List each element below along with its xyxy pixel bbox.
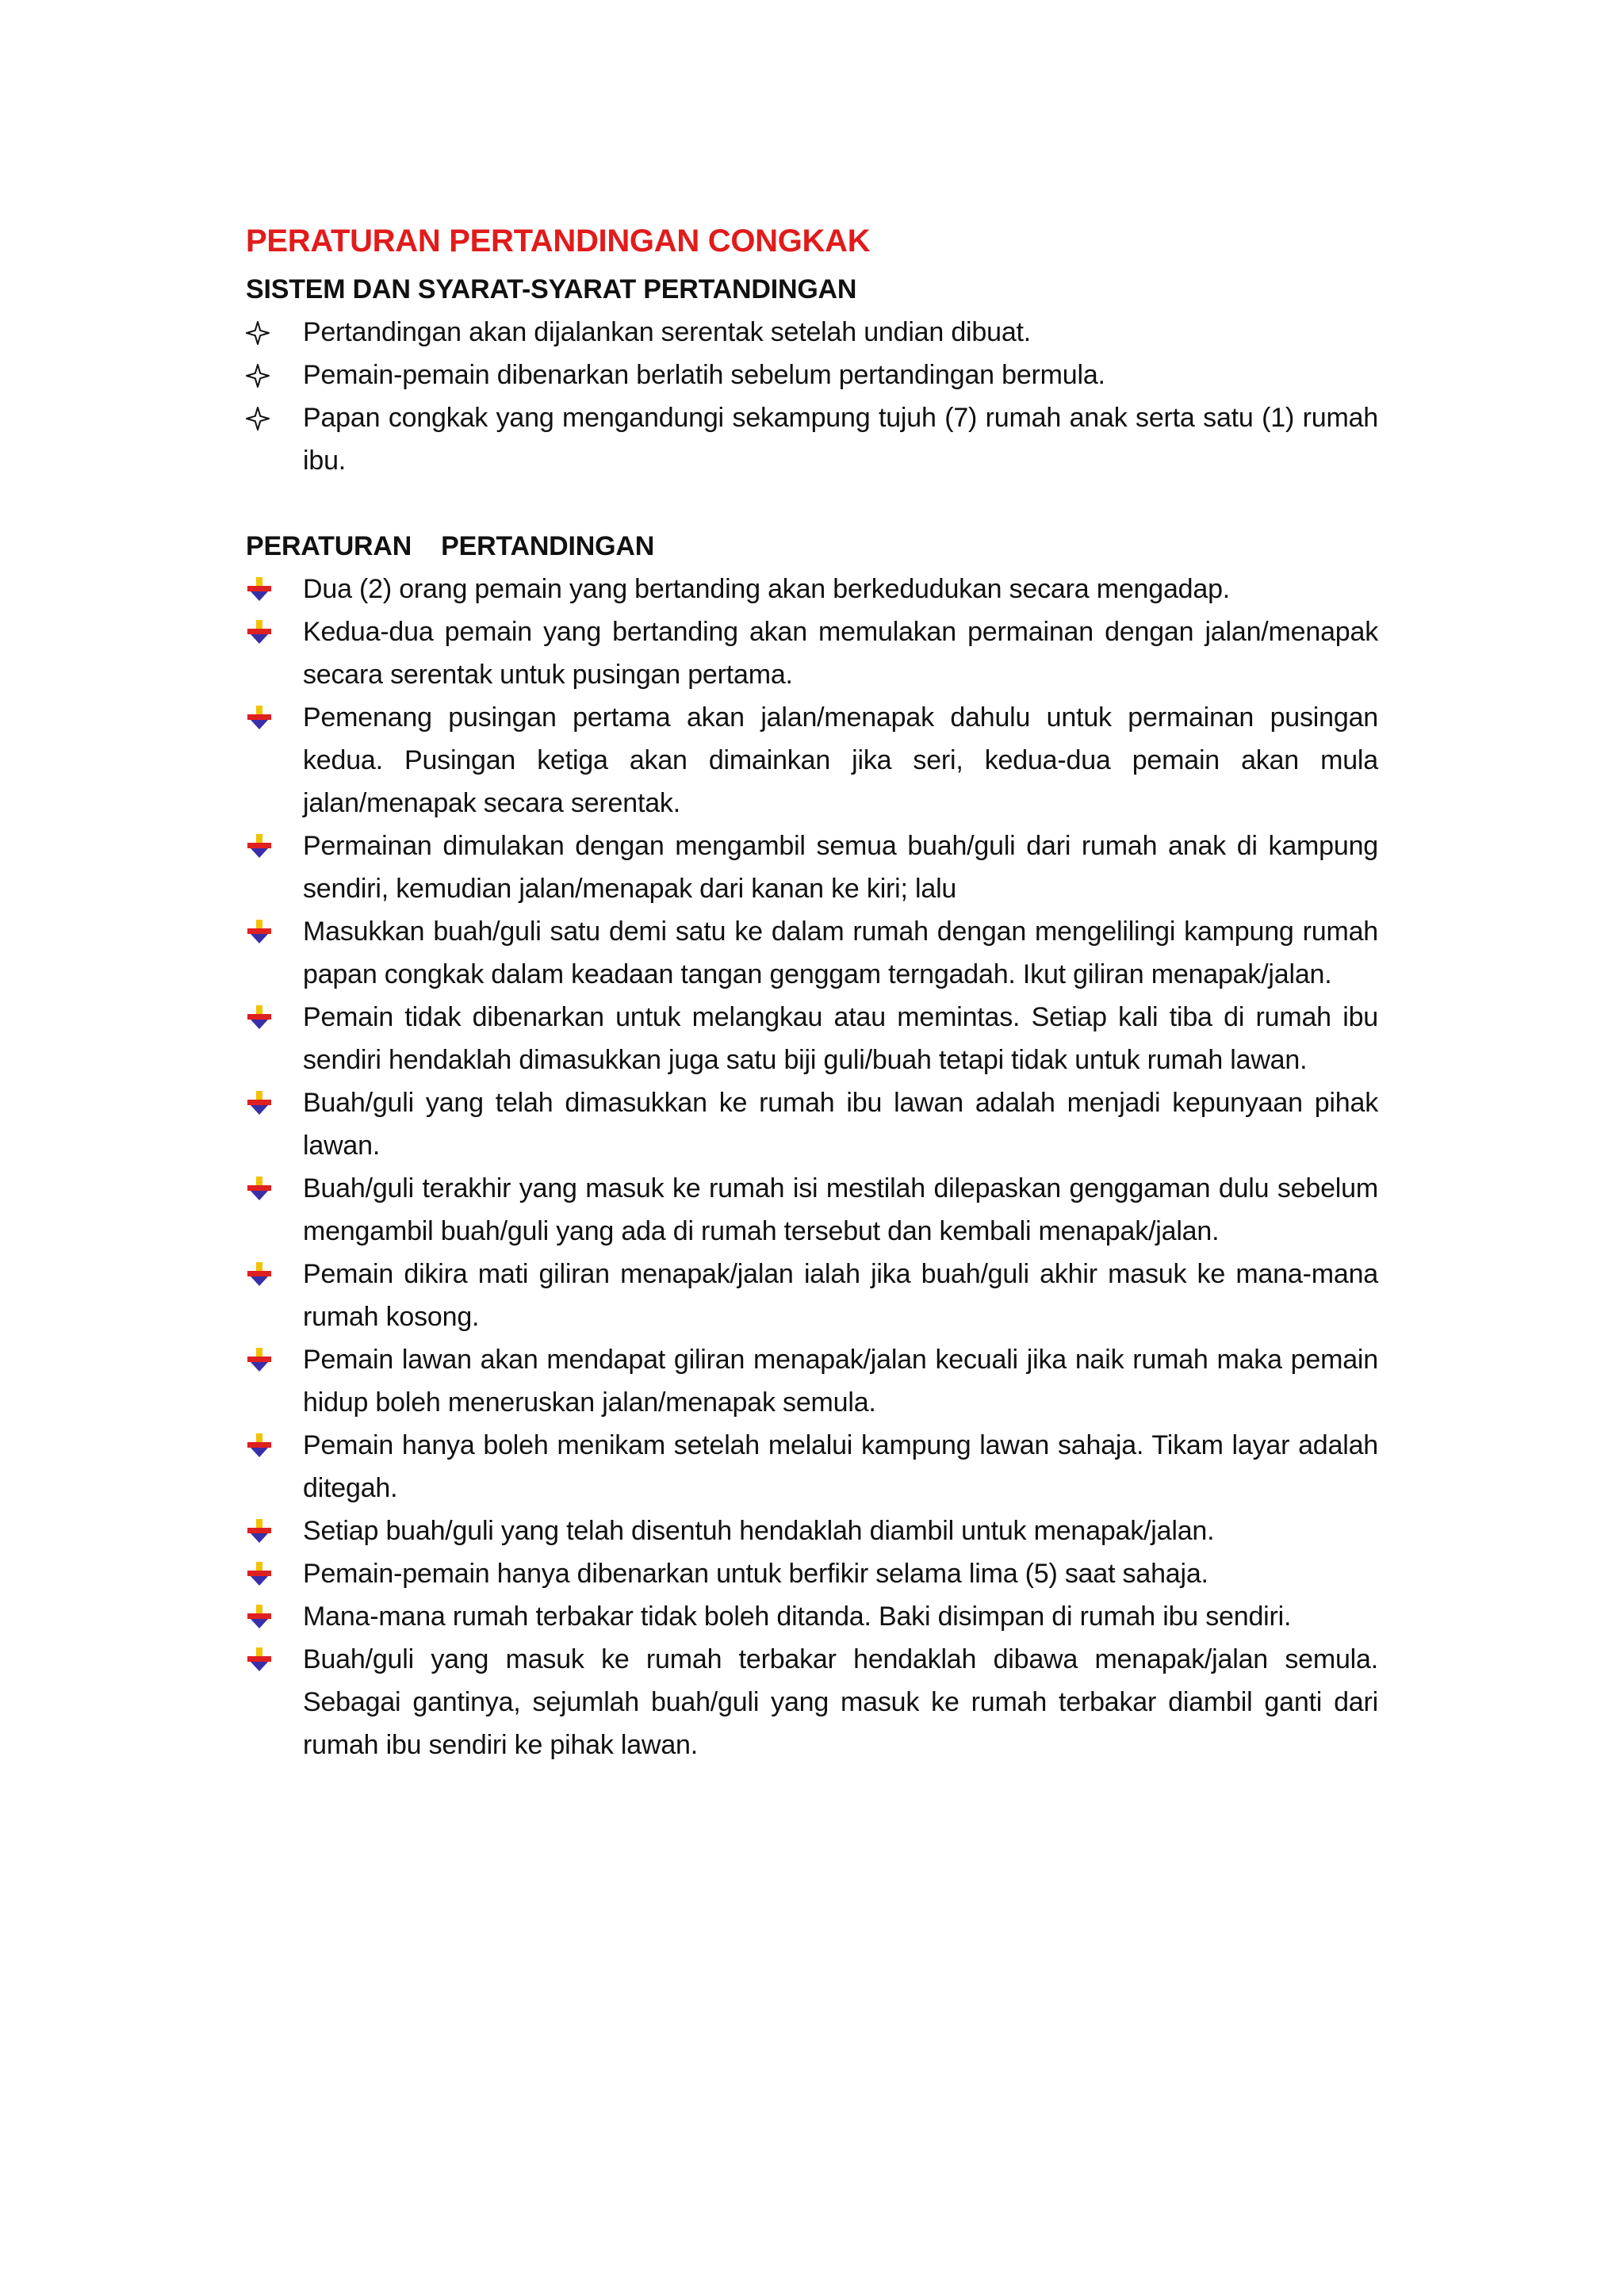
list-item (246, 696, 1378, 825)
list-item-text: Permainan dimulakan dengan mengambil semua buah/guli dari rumah anak di kampung sendiri, kemudian jalan/menapak dari kanan ke kiri; lalu (303, 831, 1378, 904)
colored-arrow-bullet-icon (246, 704, 273, 731)
colored-arrow-bullet-icon (246, 1004, 273, 1031)
list-item-text: Dua (2) orang pemain yang bertanding akan berkedudukan secara mengadap. (303, 574, 1231, 604)
list-item-text: Masukkan buah/guli satu demi satu ke dalam rumah dengan mengelilingi kampung rumah papan congkak dalam keadaan tangan genggam terngadah. Ikut giliran menapak/jalan. (303, 916, 1378, 989)
colored-arrow-bullet-icon (246, 576, 273, 603)
list-item (246, 1338, 1378, 1424)
document-title: PERATURAN PERTANDINGAN CONGKAK (246, 224, 871, 258)
bullet-list-peraturan (246, 568, 1378, 1766)
list-item (246, 825, 1378, 910)
list-item-text: Pemain dikira mati giliran menapak/jalan ialah jika buah/guli akhir masuk ke mana-mana rumah kosong. (303, 1259, 1378, 1332)
section-heading-peraturan: PERATURAN PERTANDINGAN (246, 531, 655, 561)
list-item-text: Buah/guli yang masuk ke rumah terbakar hendaklah dibawa menapak/jalan semula. Sebagai gantinya, sejumlah buah/guli yang masuk ke rumah terbakar diambil ganti dari rumah ibu sendiri ke pihak lawan. (303, 1644, 1378, 1760)
list-item-text: Kedua-dua pemain yang bertanding akan memulakan permainan dengan jalan/menapak secara serentak untuk pusingan pertama. (303, 617, 1378, 690)
four-point-star-outline-icon (246, 364, 270, 388)
list-item-text: Pemain tidak dibenarkan untuk melangkau atau memintas. Setiap kali tiba di rumah ibu sendiri hendaklah dimasukkan juga satu biji guli/buah tetapi tidak untuk rumah lawan. (303, 1002, 1378, 1075)
colored-arrow-bullet-icon (246, 1261, 273, 1288)
four-point-star-outline-icon (246, 321, 270, 345)
colored-arrow-bullet-icon (246, 1517, 273, 1544)
list-item-text: Pemain-pemain dibenarkan berlatih sebelum pertandingan bermula. (303, 360, 1105, 390)
colored-arrow-bullet-icon (246, 1089, 273, 1116)
list-item (246, 1552, 1378, 1595)
list-item-text: Pemain lawan akan mendapat giliran menapak/jalan kecuali jika naik rumah maka pemain hidup boleh meneruskan jalan/menapak semula. (303, 1345, 1378, 1418)
list-item (246, 354, 1378, 396)
list-item-text: Pertandingan akan dijalankan serentak setelah undian dibuat. (303, 317, 1032, 347)
list-item (246, 1081, 1378, 1167)
list-item-text: Papan congkak yang mengandungi sekampung tujuh (7) rumah anak serta satu (1) rumah ibu. (303, 403, 1378, 476)
list-item (246, 1424, 1378, 1510)
colored-arrow-bullet-icon (246, 1175, 273, 1202)
list-item (246, 396, 1378, 482)
list-item (246, 568, 1378, 610)
list-item-text: Pemain-pemain hanya dibenarkan untuk berfikir selama lima (5) saat sahaja. (303, 1559, 1208, 1589)
list-item (246, 1510, 1378, 1552)
list-item (246, 1595, 1378, 1638)
list-item (246, 1253, 1378, 1338)
list-item (246, 610, 1378, 696)
colored-arrow-bullet-icon (246, 1432, 273, 1459)
colored-arrow-bullet-icon (246, 1646, 273, 1673)
bullet-list-sistem (246, 311, 1378, 482)
four-point-star-outline-icon (246, 407, 270, 430)
document-body (246, 216, 1378, 1766)
colored-arrow-bullet-icon (246, 832, 273, 859)
list-item (246, 910, 1378, 996)
colored-arrow-bullet-icon (246, 918, 273, 945)
colored-arrow-bullet-icon (246, 1346, 273, 1373)
list-item-text: Setiap buah/guli yang telah disentuh hendaklah diambil untuk menapak/jalan. (303, 1516, 1215, 1546)
section-spacer (246, 482, 1378, 525)
list-item (246, 996, 1378, 1081)
list-item-text: Buah/guli terakhir yang masuk ke rumah isi mestilah dilepaskan genggaman dulu sebelum mengambil buah/guli yang ada di rumah tersebut dan kembali menapak/jalan. (303, 1173, 1378, 1246)
list-item-text: Pemain hanya boleh menikam setelah melalui kampung lawan sahaja. Tikam layar adalah ditegah. (303, 1430, 1378, 1503)
list-item (246, 311, 1378, 354)
list-item-text: Mana-mana rumah terbakar tidak boleh ditanda. Baki disimpan di rumah ibu sendiri. (303, 1601, 1292, 1632)
colored-arrow-bullet-icon (246, 1560, 273, 1587)
list-item-text: Buah/guli yang telah dimasukkan ke rumah ibu lawan adalah menjadi kepunyaan pihak lawan. (303, 1088, 1378, 1161)
list-item-text: Pemenang pusingan pertama akan jalan/menapak dahulu untuk permainan pusingan kedua. Pusingan ketiga akan dimainkan jika seri, kedua-dua pemain akan mula jalan/menapak secara serentak. (303, 702, 1378, 818)
colored-arrow-bullet-icon (246, 618, 273, 645)
list-item (246, 1167, 1378, 1253)
list-item (246, 1638, 1378, 1766)
colored-arrow-bullet-icon (246, 1603, 273, 1630)
section-heading-sistem: SISTEM DAN SYARAT-SYARAT PERTANDINGAN (246, 274, 857, 304)
